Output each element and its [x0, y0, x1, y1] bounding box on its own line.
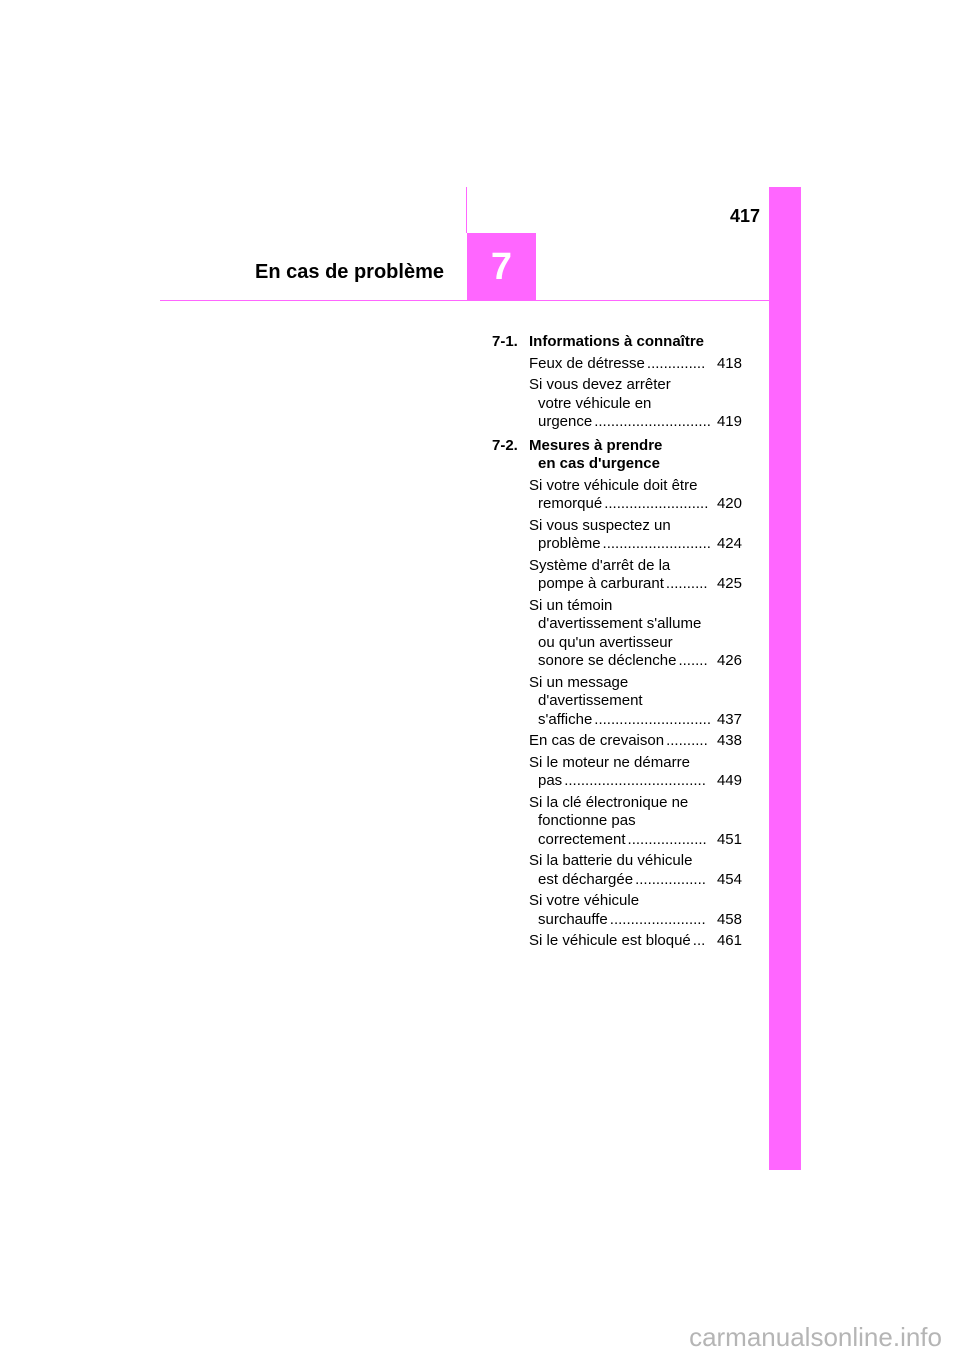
entry-page: 426 [716, 652, 742, 669]
section-number: 7-2. [492, 436, 518, 454]
page-number: 417 [729, 206, 760, 226]
toc-entry-remorque[interactable]: Si votre véhicule doit être remorqué ......................... 420 [529, 476, 742, 512]
toc-entry-cle-electronique[interactable]: Si la clé électronique ne fonctionne pas correctement ................... 451 [529, 793, 742, 848]
entry-page: 454 [716, 870, 742, 888]
toc-entry-arret-urgence[interactable]: Si vous devez arrêter votre véhicule en urgence ............................ 419 [529, 376, 742, 430]
toc-entry-probleme[interactable]: Si vous suspectez un problème .......................... 424 [529, 516, 742, 552]
chapter-title: En cas de problème [255, 261, 444, 283]
toc-entry-feux-de-detresse[interactable]: Feux de détresse .............. 418 [529, 354, 742, 372]
entry-page: 458 [716, 910, 742, 928]
section-number: 7-1. [492, 333, 518, 350]
toc-entry-surchauffe[interactable]: Si votre véhicule surchauffe ....................... 458 [529, 892, 742, 928]
entry-page: 425 [716, 575, 742, 592]
entry-page: 438 [716, 732, 742, 749]
toc-entry-moteur-demarre[interactable]: Si le moteur ne démarre pas .................................. 449 [529, 753, 742, 789]
header-horizontal-rule [160, 300, 769, 301]
toc-entry-crevaison[interactable]: En cas de crevaison .......... 438 [529, 732, 742, 749]
entry-page: 461 [716, 932, 742, 949]
entry-page: 418 [716, 354, 742, 372]
toc-entry-temoin-avertissement[interactable]: Si un témoin d'avertissement s'allume ou qu'un avertisseur sonore se déclenche ....... 426 [529, 596, 742, 669]
toc-entry-vehicule-bloque[interactable]: Si le véhicule est bloqué ... 461 [529, 932, 742, 949]
toc-section-7-1 [492, 333, 742, 352]
entry-page: 437 [716, 710, 742, 728]
header-vertical-rule [466, 187, 467, 233]
toc-entry-batterie[interactable]: Si la batterie du véhicule est déchargée ................. 454 [529, 852, 742, 888]
section-title: Mesures à prendre en cas d'urgence [529, 436, 663, 472]
chapter-side-tab [769, 187, 801, 1170]
toc-section-7-2 [492, 437, 742, 474]
entry-page: 420 [716, 495, 742, 512]
entry-page: 451 [716, 830, 742, 848]
section-title: Informations à connaître [529, 333, 705, 350]
entry-page: 419 [716, 413, 742, 430]
table-of-contents [492, 333, 742, 954]
entry-page: 424 [716, 535, 742, 552]
toc-entry-message-avertissement[interactable]: Si un message d'avertissement s'affiche ............................ 437 [529, 673, 742, 728]
toc-entry-pompe-carburant[interactable]: Système d'arrêt de la pompe à carburant .......... 425 [529, 556, 742, 592]
chapter-number-box: 7 [467, 233, 536, 301]
entry-page: 449 [716, 772, 742, 789]
watermark-text: carmanualsonline.info [689, 1322, 942, 1352]
